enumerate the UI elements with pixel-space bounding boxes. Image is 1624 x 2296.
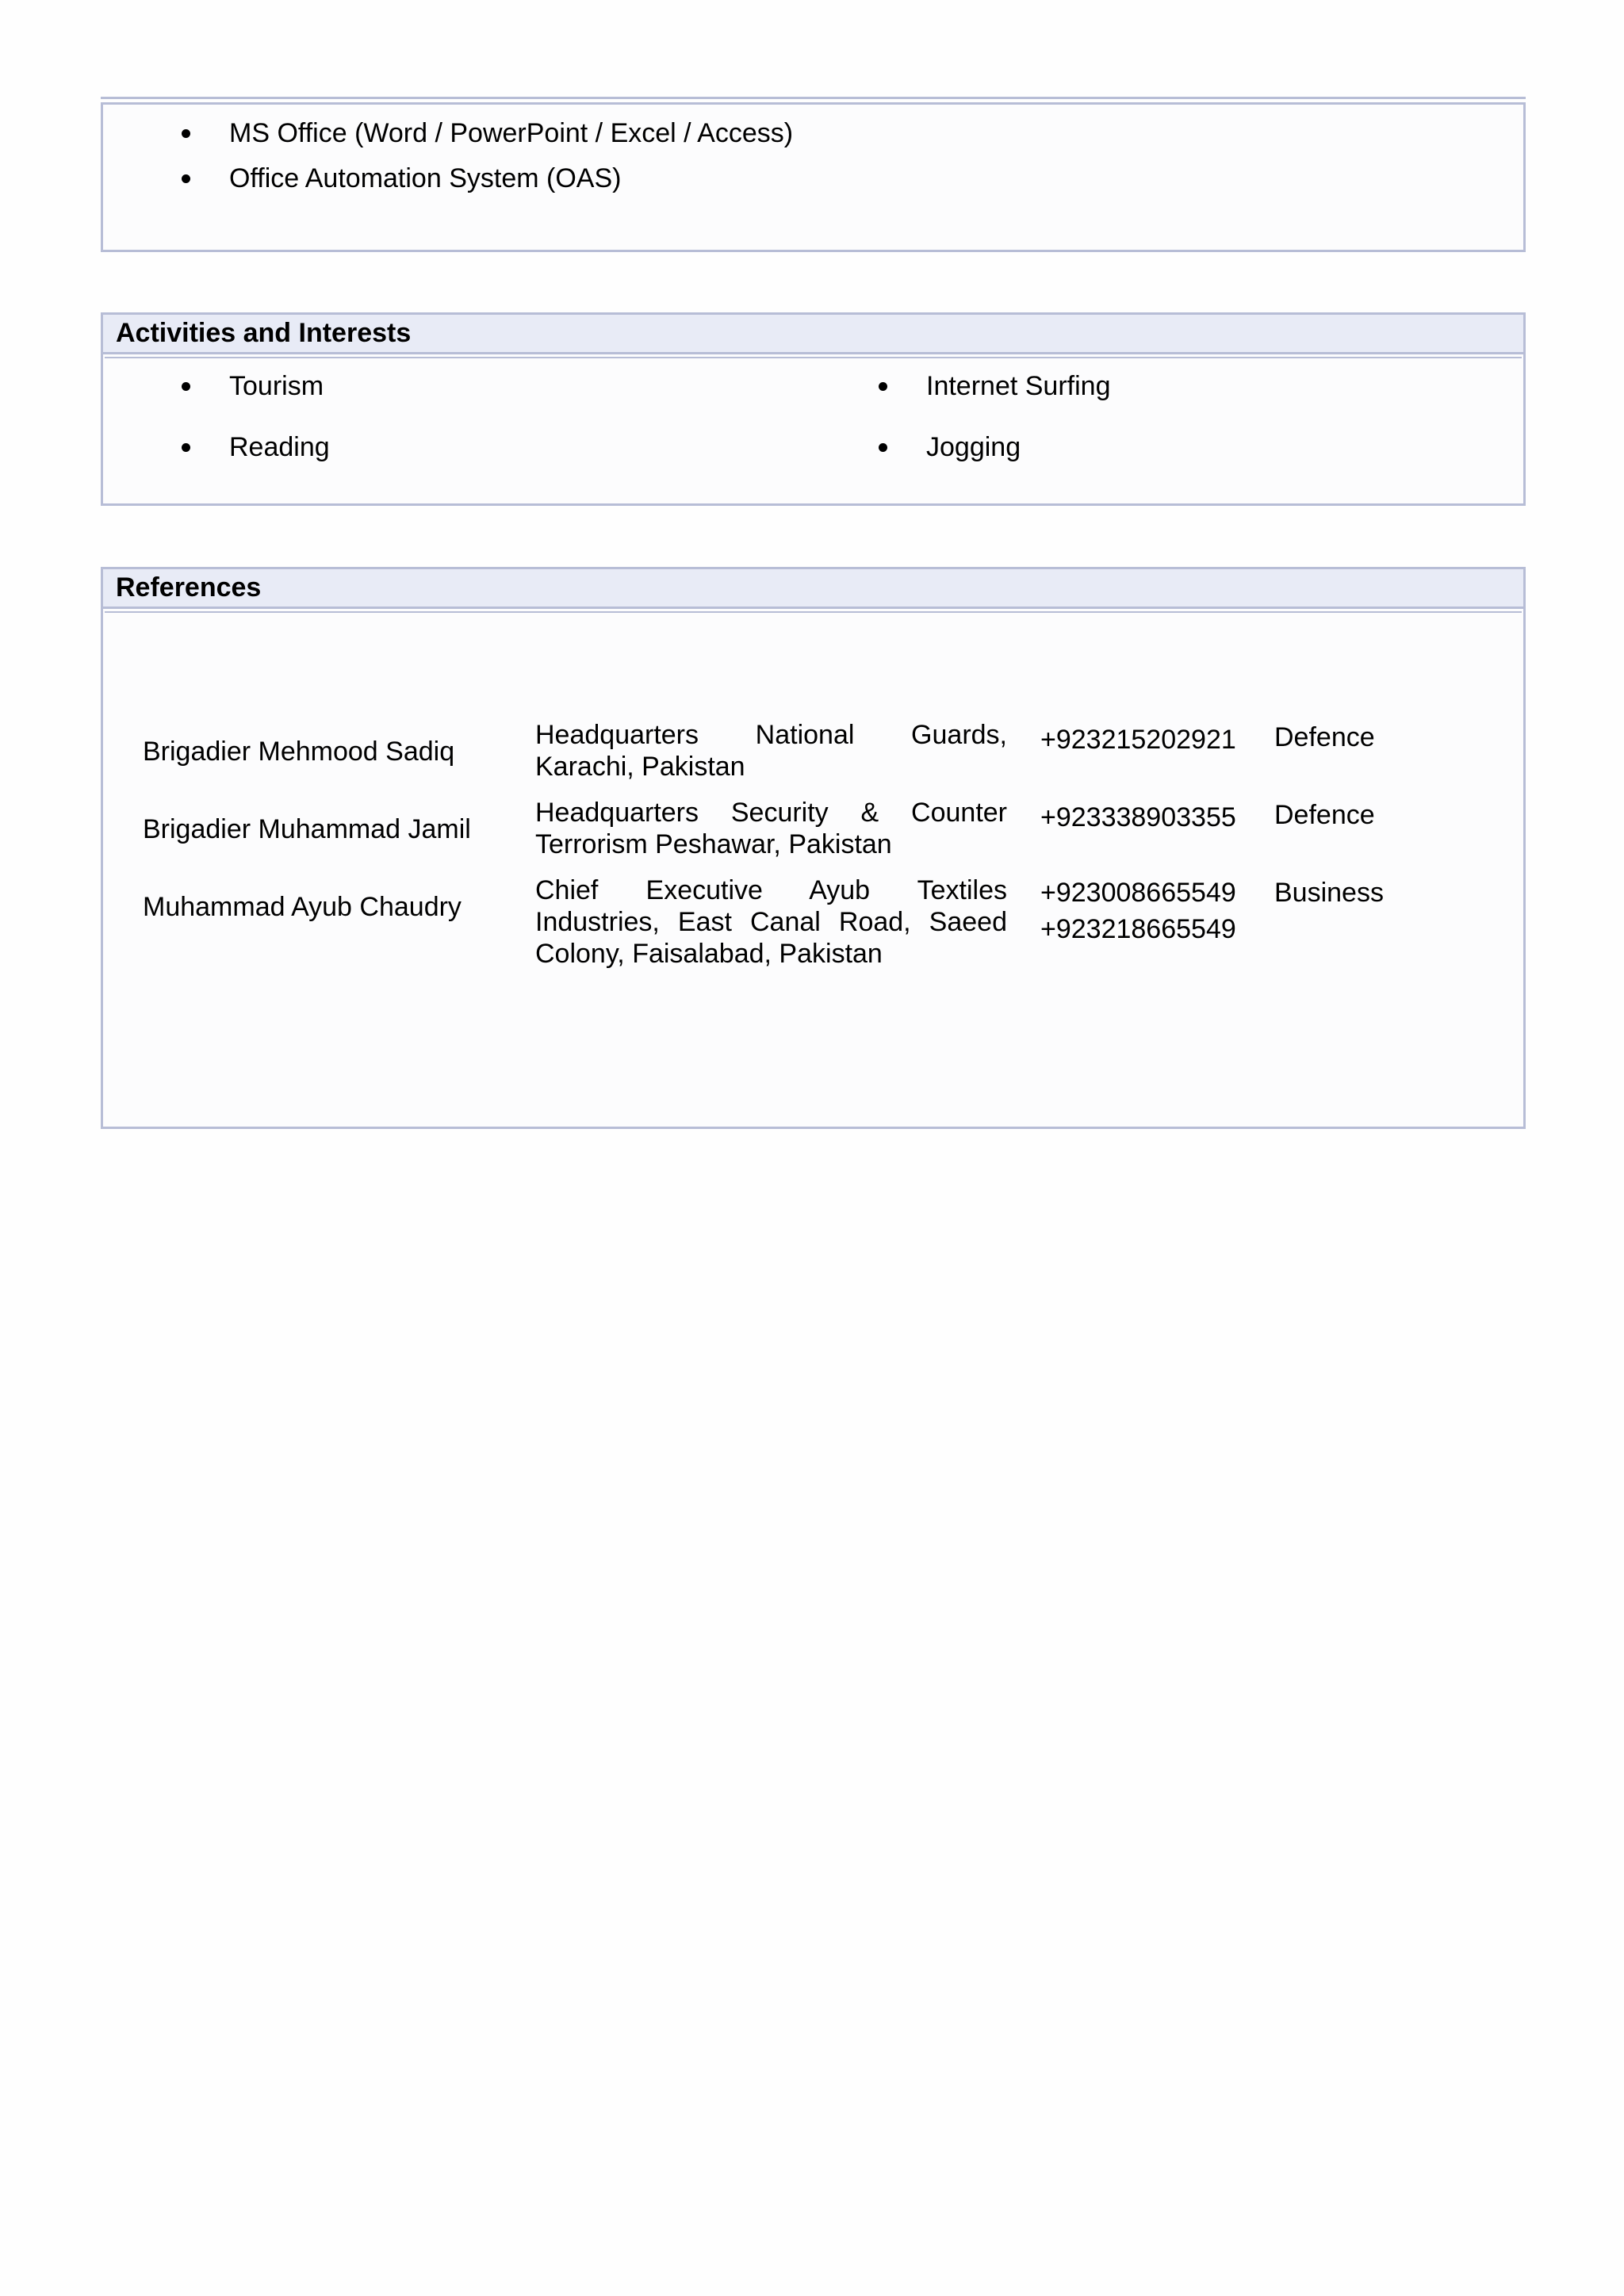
section-title: Activities and Interests (103, 315, 1523, 354)
list-item (229, 431, 330, 463)
activities-left-list (229, 370, 330, 463)
section-title: References (103, 569, 1523, 609)
reference-address: Chief Executive Ayub Textiles Industries, East Canal Road, Saeed Colony, Faisalabad, Pakistan (535, 875, 1007, 969)
phone-number: +923338903355 (1040, 802, 1236, 832)
bullet-icon (879, 443, 887, 452)
activities-section (101, 312, 1526, 506)
reference-address: Headquarters National Guards, Karachi, Pakistan (535, 720, 1007, 782)
section-divider (101, 97, 1526, 99)
bullet-icon (879, 382, 887, 391)
bullet-icon (182, 129, 190, 138)
skills-list (229, 117, 793, 194)
reference-phone (1040, 721, 1236, 758)
reference-name: Brigadier Mehmood Sadiq (143, 737, 455, 767)
reference-phone (1040, 799, 1236, 836)
reference-type: Defence (1274, 800, 1375, 830)
reference-name: Muhammad Ayub Chaudry (143, 892, 462, 922)
skill-label: MS Office (Word / PowerPoint / Excel / Access) (229, 118, 794, 148)
activities-right-list (926, 370, 1110, 463)
list-item (229, 370, 330, 431)
activity-label: Tourism (229, 371, 324, 401)
skills-section (101, 102, 1526, 252)
bullet-icon (182, 382, 190, 391)
skill-label: Office Automation System (OAS) (229, 163, 622, 193)
bullet-icon (182, 443, 190, 452)
references-section (101, 567, 1526, 1129)
list-item (229, 163, 793, 194)
reference-type: Business (1274, 878, 1384, 908)
reference-address: Headquarters Security & Counter Terrorism Peshawar, Pakistan (535, 798, 1007, 859)
reference-name: Brigadier Muhammad Jamil (143, 814, 471, 844)
list-item (229, 117, 793, 163)
reference-phone (1040, 874, 1236, 947)
reference-type: Defence (1274, 722, 1375, 752)
phone-number: +923215202921 (1040, 725, 1236, 755)
list-item (926, 370, 1110, 431)
activity-label: Jogging (926, 432, 1021, 462)
bullet-icon (182, 174, 190, 183)
phone-number: +923008665549 (1040, 878, 1236, 908)
activity-label: Reading (229, 432, 330, 462)
list-item (926, 431, 1110, 463)
phone-number: +923218665549 (1040, 914, 1236, 944)
activity-label: Internet Surfing (926, 371, 1111, 401)
